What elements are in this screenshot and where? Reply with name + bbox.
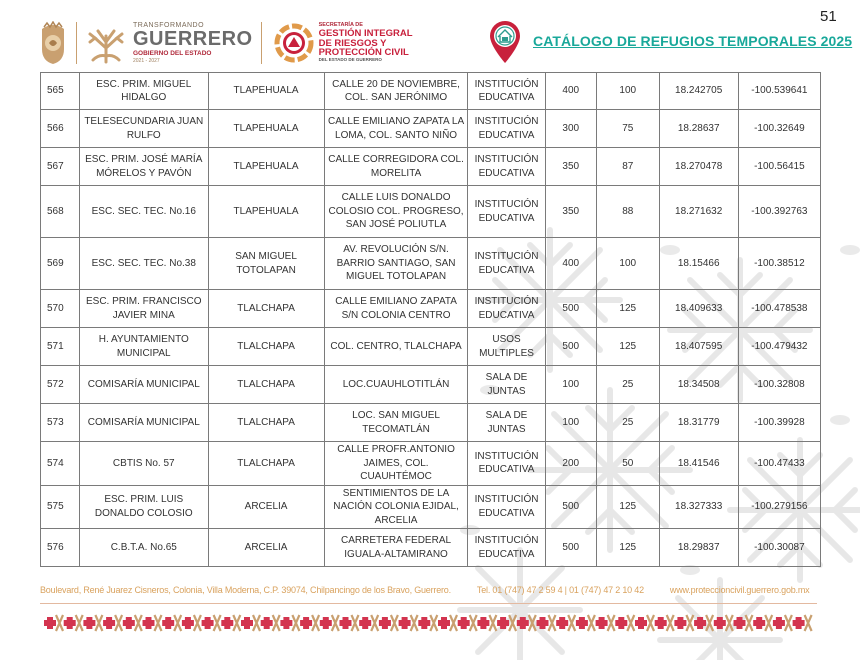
latitude-cell: 18.34508 [659, 366, 738, 404]
state-coat-of-arms-icon [38, 21, 68, 65]
shelter-type-cell: INSTITUCIÓN EDUCATIVA [468, 442, 545, 486]
capacity-families-cell: 125 [596, 485, 659, 529]
address-cell: CALLE PROFR.ANTONIO JAIMES, COL. CUAUHTÉMOC [324, 442, 468, 486]
agency-line-3: DE RIESGOS Y [318, 37, 387, 49]
embroidery-motif [615, 615, 634, 631]
embroidery-motif [556, 615, 575, 631]
row-number-cell: 567 [41, 148, 80, 186]
municipality-cell: TLALCHAPA [208, 366, 324, 404]
longitude-cell: -100.279156 [738, 485, 820, 529]
embroidery-motif [694, 615, 713, 631]
page-number: 51 [820, 8, 837, 25]
embroidery-motif [418, 615, 437, 631]
capacity-people-cell: 350 [545, 148, 596, 186]
address-cell: AV. REVOLUCIÓN S/N. BARRIO SANTIAGO, SAN MIGUEL TOTOLAPAN [324, 238, 468, 290]
shelter-location-pin-icon [488, 20, 522, 64]
embroidery-motif [241, 615, 260, 631]
agency-line-4: PROTECCIÓN CIVIL [318, 47, 409, 59]
shelter-name-cell: H. AYUNTAMIENTO MUNICIPAL [80, 328, 208, 366]
gov-name: GUERRERO [133, 27, 253, 50]
address-cell: CALLE EMILIANO ZAPATA LA LOMA, COL. SANTO NIÑO [324, 110, 468, 148]
municipality-cell: SAN MIGUEL TOTOLAPAN [208, 238, 324, 290]
capacity-families-cell: 75 [596, 110, 659, 148]
capacity-people-cell: 500 [545, 529, 596, 567]
shelter-name-cell: ESC. SEC. TEC. No.38 [80, 238, 208, 290]
gov-years: 2021 - 2027 [133, 58, 160, 65]
embroidery-border-decoration [40, 612, 817, 634]
shelter-name-cell: CBTIS No. 57 [80, 442, 208, 486]
header-logos [38, 14, 413, 72]
shelter-name-cell: ESC. SEC. TEC. No.16 [80, 186, 208, 238]
latitude-cell: 18.409633 [659, 290, 738, 328]
shelter-type-cell: INSTITUCIÓN EDUCATIVA [468, 148, 545, 186]
gov-sub: GOBIERNO DEL ESTADO [133, 49, 212, 57]
capacity-people-cell: 500 [545, 328, 596, 366]
embroidery-motif [83, 615, 102, 631]
address-cell: LOC. SAN MIGUEL TECOMATLÁN [324, 404, 468, 442]
municipality-cell: TLAPEHUALA [208, 148, 324, 186]
document-title: CATÁLOGO DE REFUGIOS TEMPORALES 2025 [533, 33, 853, 49]
embroidery-motif [734, 615, 753, 631]
embroidery-motif [379, 615, 398, 631]
table-row [41, 442, 821, 486]
embroidery-motif [517, 615, 536, 631]
shelter-name-cell: COMISARÍA MUNICIPAL [80, 404, 208, 442]
shelter-name-cell: TELESECUNDARIA JUAN RULFO [80, 110, 208, 148]
table-row [41, 238, 821, 290]
embroidery-motif [261, 615, 280, 631]
gobierno-logo-text [133, 22, 253, 65]
latitude-cell: 18.271632 [659, 186, 738, 238]
table-row [41, 110, 821, 148]
shelter-type-cell: INSTITUCIÓN EDUCATIVA [468, 290, 545, 328]
embroidery-motif [162, 615, 181, 631]
row-number-cell: 574 [41, 442, 80, 486]
municipality-cell: ARCELIA [208, 529, 324, 567]
row-number-cell: 576 [41, 529, 80, 567]
table-row [41, 290, 821, 328]
capacity-people-cell: 500 [545, 290, 596, 328]
capacity-families-cell: 100 [596, 73, 659, 110]
embroidery-motif [143, 615, 162, 631]
embroidery-motif [44, 615, 63, 631]
agency-logo-text [319, 23, 413, 62]
address-cell: SENTIMIENTOS DE LA NACIÓN COLONIA EJIDAL, ARCELIA [324, 485, 468, 529]
longitude-cell: -100.38512 [738, 238, 820, 290]
row-number-cell: 572 [41, 366, 80, 404]
embroidery-motif [103, 615, 122, 631]
table-row [41, 328, 821, 366]
capacity-families-cell: 100 [596, 238, 659, 290]
capacity-families-cell: 87 [596, 148, 659, 186]
shelter-type-cell: INSTITUCIÓN EDUCATIVA [468, 110, 545, 148]
transformando-tree-icon [85, 22, 127, 64]
table-body [41, 73, 821, 567]
embroidery-motif [182, 615, 201, 631]
longitude-cell: -100.30087 [738, 529, 820, 567]
capacity-people-cell: 100 [545, 366, 596, 404]
footer-address: Boulevard, René Juarez Cisneros, Colonia, Villa Moderna, C.P. 39074, Chilpancingo de los Bravo, Guerrero. [40, 585, 451, 595]
embroidery-motif [399, 615, 418, 631]
municipality-cell: TLALCHAPA [208, 328, 324, 366]
address-cell: COL. CENTRO, TLALCHAPA [324, 328, 468, 366]
capacity-people-cell: 350 [545, 186, 596, 238]
embroidery-motif [576, 615, 595, 631]
municipality-cell: ARCELIA [208, 485, 324, 529]
embroidery-motif [477, 615, 496, 631]
latitude-cell: 18.242705 [659, 73, 738, 110]
capacity-families-cell: 125 [596, 290, 659, 328]
capacity-people-cell: 400 [545, 238, 596, 290]
longitude-cell: -100.392763 [738, 186, 820, 238]
capacity-people-cell: 100 [545, 404, 596, 442]
embroidery-motif [635, 615, 654, 631]
embroidery-motif [202, 615, 221, 631]
longitude-cell: -100.539641 [738, 73, 820, 110]
row-number-cell: 575 [41, 485, 80, 529]
embroidery-motif [64, 615, 83, 631]
address-cell: CALLE 20 DE NOVIEMBRE, COL. SAN JERÓNIMO [324, 73, 468, 110]
municipality-cell: TLAPEHUALA [208, 73, 324, 110]
municipality-cell: TLALCHAPA [208, 290, 324, 328]
address-cell: CALLE EMILIANO ZAPATA S/N COLONIA CENTRO [324, 290, 468, 328]
table-row [41, 186, 821, 238]
table-row [41, 485, 821, 529]
capacity-people-cell: 500 [545, 485, 596, 529]
embroidery-motif [537, 615, 556, 631]
embroidery-motif [753, 615, 772, 631]
latitude-cell: 18.327333 [659, 485, 738, 529]
shelter-type-cell: INSTITUCIÓN EDUCATIVA [468, 238, 545, 290]
shelter-name-cell: ESC. PRIM. LUIS DONALDO COLOSIO [80, 485, 208, 529]
address-cell: LOC.CUAUHLOTITLÁN [324, 366, 468, 404]
row-number-cell: 568 [41, 186, 80, 238]
logo-divider [76, 22, 77, 64]
shelter-type-cell: SALA DE JUNTAS [468, 366, 545, 404]
footer-website[interactable]: www.proteccioncivil.guerrero.gob.mx [669, 585, 810, 595]
address-cell: CALLE CORREGIDORA COL. MORELITA [324, 148, 468, 186]
capacity-families-cell: 25 [596, 366, 659, 404]
municipality-cell: TLALCHAPA [208, 404, 324, 442]
embroidery-motif [438, 615, 457, 631]
gov-top-text: TRANSFORMANDO [133, 21, 205, 29]
row-number-cell: 566 [41, 110, 80, 148]
footer-phone: Tel. 01 (747) 47 2 59 4 | 01 (747) 47 2 10 42 [476, 585, 644, 595]
municipality-cell: TLAPEHUALA [208, 186, 324, 238]
embroidery-motif [497, 615, 516, 631]
proteccion-civil-emblem-icon [274, 23, 314, 63]
latitude-cell: 18.29837 [659, 529, 738, 567]
shelter-name-cell: ESC. PRIM. FRANCISCO JAVIER MINA [80, 290, 208, 328]
address-cell: CALLE LUIS DONALDO COLOSIO COL. PROGRESO, SAN JOSÉ POLIUTLA [324, 186, 468, 238]
shelter-type-cell: INSTITUCIÓN EDUCATIVA [468, 485, 545, 529]
capacity-people-cell: 300 [545, 110, 596, 148]
capacity-people-cell: 200 [545, 442, 596, 486]
municipality-cell: TLAPEHUALA [208, 110, 324, 148]
latitude-cell: 18.407595 [659, 328, 738, 366]
capacity-families-cell: 25 [596, 404, 659, 442]
table-row [41, 366, 821, 404]
table-row [41, 148, 821, 186]
embroidery-motif [655, 615, 674, 631]
table-row [41, 73, 821, 110]
shelter-name-cell: ESC. PRIM. JOSÉ MARÍA MÓRELOS Y PAVÓN [80, 148, 208, 186]
agency-line-1: SECRETARÍA DE [318, 22, 363, 29]
capacity-families-cell: 50 [596, 442, 659, 486]
row-number-cell: 569 [41, 238, 80, 290]
footer-contact [40, 585, 835, 595]
table-row [41, 529, 821, 567]
row-number-cell: 571 [41, 328, 80, 366]
embroidery-motif [300, 615, 319, 631]
municipality-cell: TLALCHAPA [208, 442, 324, 486]
row-number-cell: 573 [41, 404, 80, 442]
embroidery-motif [714, 615, 733, 631]
agency-line-2: GESTIÓN INTEGRAL [318, 27, 413, 39]
shelter-type-cell: SALA DE JUNTAS [468, 404, 545, 442]
shelter-type-cell: INSTITUCIÓN EDUCATIVA [468, 73, 545, 110]
embroidery-motif [221, 615, 240, 631]
embroidery-motif [123, 615, 142, 631]
capacity-families-cell: 88 [596, 186, 659, 238]
shelter-name-cell: COMISARÍA MUNICIPAL [80, 366, 208, 404]
table-row [41, 404, 821, 442]
embroidery-motif [793, 615, 812, 631]
longitude-cell: -100.39928 [738, 404, 820, 442]
capacity-families-cell: 125 [596, 328, 659, 366]
longitude-cell: -100.32808 [738, 366, 820, 404]
embroidery-motif [596, 615, 615, 631]
footer-divider [40, 603, 817, 604]
embroidery-motif [280, 615, 299, 631]
shelter-name-cell: C.B.T.A. No.65 [80, 529, 208, 567]
row-number-cell: 565 [41, 73, 80, 110]
latitude-cell: 18.270478 [659, 148, 738, 186]
capacity-people-cell: 400 [545, 73, 596, 110]
row-number-cell: 570 [41, 290, 80, 328]
latitude-cell: 18.15466 [659, 238, 738, 290]
latitude-cell: 18.28637 [659, 110, 738, 148]
embroidery-motif [340, 615, 359, 631]
shelter-name-cell: ESC. PRIM. MIGUEL HIDALGO [80, 73, 208, 110]
embroidery-motif [458, 615, 477, 631]
agency-line-5: DEL ESTADO DE GUERRERO [318, 57, 382, 63]
shelter-type-cell: USOS MULTIPLES [468, 328, 545, 366]
shelter-type-cell: INSTITUCIÓN EDUCATIVA [468, 186, 545, 238]
shelter-catalog-table [40, 72, 821, 567]
embroidery-motif [773, 615, 792, 631]
latitude-cell: 18.31779 [659, 404, 738, 442]
capacity-families-cell: 125 [596, 529, 659, 567]
logo-divider [261, 22, 262, 64]
shelter-type-cell: INSTITUCIÓN EDUCATIVA [468, 529, 545, 567]
embroidery-motif [674, 615, 693, 631]
longitude-cell: -100.478538 [738, 290, 820, 328]
longitude-cell: -100.47433 [738, 442, 820, 486]
embroidery-motif [320, 615, 339, 631]
longitude-cell: -100.479432 [738, 328, 820, 366]
latitude-cell: 18.41546 [659, 442, 738, 486]
address-cell: CARRETERA FEDERAL IGUALA-ALTAMIRANO [324, 529, 468, 567]
longitude-cell: -100.56415 [738, 148, 820, 186]
longitude-cell: -100.32649 [738, 110, 820, 148]
embroidery-motif [359, 615, 378, 631]
